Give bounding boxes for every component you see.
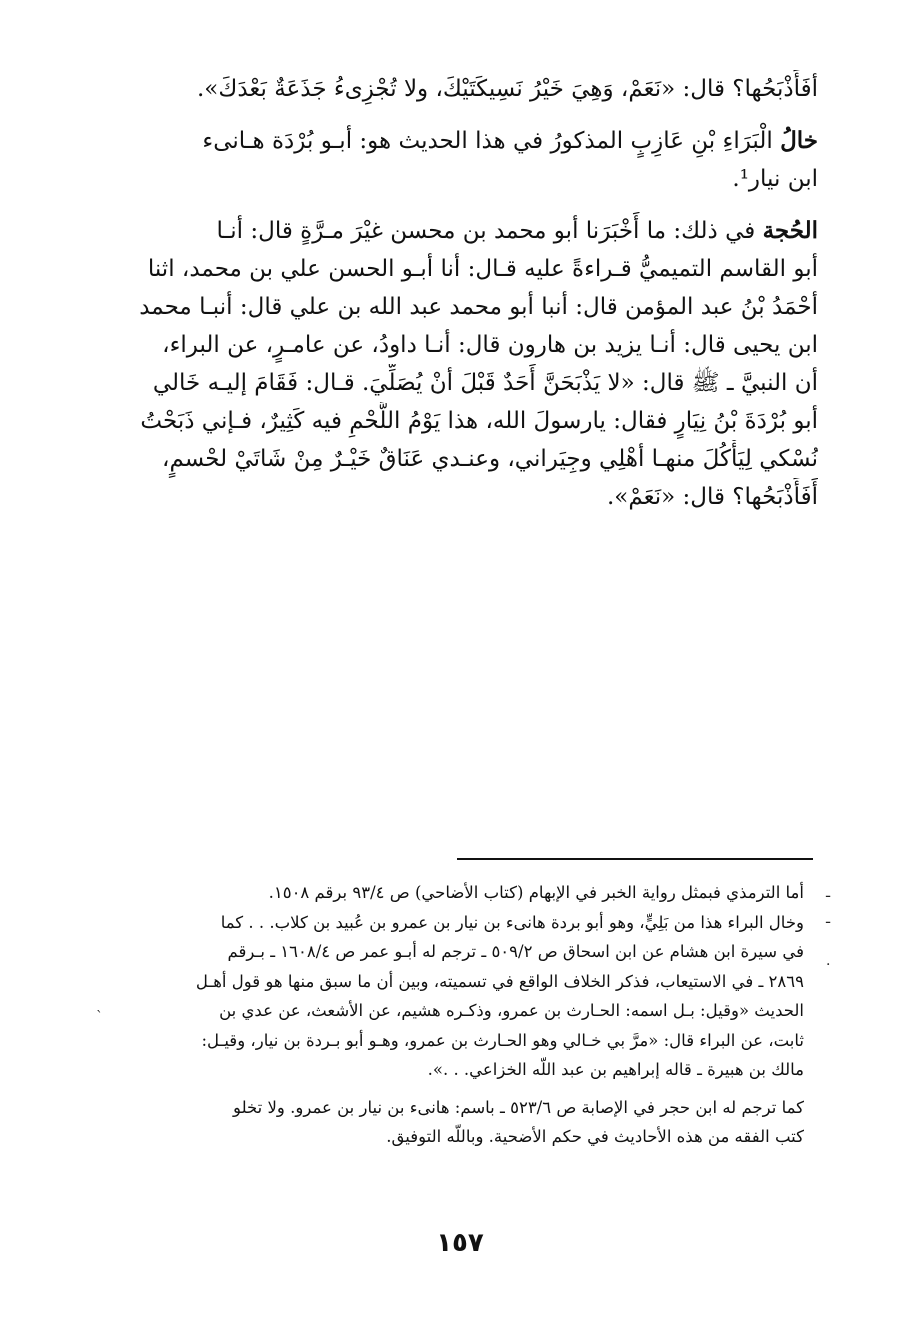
footnote-line: في سيرة ابن هشام عن ابن اسحاق ص ٥٠٩/٢ ـ ترجم له أبـو عمر ص ١٦٠٨/٤ ـ بـرقم — [227, 942, 804, 961]
text-line-rest: في ذلك: ما أَخْبَرَنا أبو محمد بن محسن غيْرَ مـرَّةٍ قال: أنـا — [216, 218, 763, 244]
text-line-rest: الْبَرَاءِ بْنِ عَازِبٍ المذكورُ في هذا الحديث هو: أبـو بُرْدَة هـانىء — [202, 128, 781, 154]
text-line: ابن يحيى قال: أنـا يزيد بن هارون قال: أنـا داودُ، عن عامـرٍ، عن البراء، — [162, 332, 818, 358]
footnote-line: كما ترجم له ابن حجر في الإصابة ص ٥٢٣/٦ ـ باسم: هانىء بن نيار بن عمرو. ولا تخلو — [233, 1097, 804, 1117]
text-line: أفَأَذْبَحُها؟ قال: «نَعَمْ، وَهِيَ خَيْرُ نَسِيكَتَيْكَ، ولا تُجْزِىءُ جَذَعَةٌ بَعْدَكَ». — [197, 76, 818, 102]
footnote-line: مالك بن هبيرة ـ قاله إبراهيم بن عبد اللّه الخزاعي. . .». — [427, 1060, 804, 1079]
text-line: أن النبيَّ ـ ﷺ قال: «لا يَذْبَحَنَّ أَحَدٌ قَبْلَ أنْ يُصَلِّيَ. قـال: فَقَامَ إليـه خَالي — [152, 370, 818, 396]
margin-mark: · — [826, 957, 831, 973]
margin-mark: ـ — [826, 911, 831, 927]
text-line — [128, 212, 818, 250]
footnote-line: أما الترمذي فبمثل رواية الخبر في الإبهام (كتاب الأضاحي) ص ٩٣/٤ برقم ١٥٠٨. — [268, 883, 804, 902]
footnote-line: كتب الفقه من هذه الأحاديث في حكم الأضحية. وباللّه التوفيق. — [386, 1127, 804, 1146]
margin-mark: ` — [96, 1009, 103, 1025]
footnote-line: ٢٨٦٩ ـ في الاستيعاب، فذكر الخلاف الواقع في تسميته، وبين أن ما سبق منها هو قول أهـل — [195, 971, 804, 991]
footnote-line: وخال البراء هذا من بَلِيٍّ، وهو أبو بردة هانىء بن نيار بن عمرو بن عُبيد بن كلاب. . . كما — [220, 912, 804, 932]
footnote-1 — [134, 878, 804, 908]
text-line: أبو القاسم التميميُّ قـراءةً عليه قـال: أنا أبـو الحسن علي بن محمد، اثنا — [147, 256, 818, 282]
text-line: أحْمَدُ بْنُ عبد المؤمن قال: أنبا أبو محمد عبد الله بن علي قال: أنبـا محمد — [139, 294, 818, 320]
paragraph-lead-word: الحُجة — [762, 217, 818, 244]
text-line: أَفَأَذْبَحُها؟ قال: «نَعَمْ». — [606, 484, 818, 510]
text-line: ابن نيار¹. — [732, 166, 818, 192]
text-line: نُسْكي لِيَأْكُلَ منهـا أهْلِي وجِيَراني، وعنـدي عَنَاقٌ خَيْـرٌ مِنْ شَاتَيْ لحْسمٍ، — [162, 446, 818, 472]
footnote-separator — [457, 858, 813, 860]
paragraph-3 — [128, 212, 818, 516]
footnote-3 — [134, 1093, 804, 1152]
margin-mark: ـ — [826, 885, 831, 901]
text-line: أبو بُرْدَةَ بْنُ نِيَارٍ فقال: يارسولَ الله، هذا يَوْمُ اللَّحْمِ فيه كَثِيرٌ، فـإني ذَبَحْتُ — [140, 408, 818, 434]
text-line — [128, 122, 818, 160]
footnotes — [134, 878, 804, 1152]
paragraph-1 — [128, 70, 818, 108]
footnote-gap — [134, 1085, 804, 1093]
main-text-body — [128, 70, 818, 530]
paragraph-lead-word: خالُ — [780, 127, 818, 154]
footnote-2 — [134, 908, 804, 1085]
footnote-line: الحديث «وقيل: بـل اسمه: الحـارث بن عمرو، وذكـره هشيم، عن الأشعث، عن عدي بن — [219, 1001, 804, 1020]
page-number: ١٥٧ — [436, 1228, 484, 1258]
paragraph-2 — [128, 122, 818, 198]
footnote-line: ثابت، عن البراء قال: «مرَّ بي خـالي وهو الحـارث بن عمرو، وهـو أبو بـردة بن نيار، وقيـل: — [201, 1030, 804, 1050]
